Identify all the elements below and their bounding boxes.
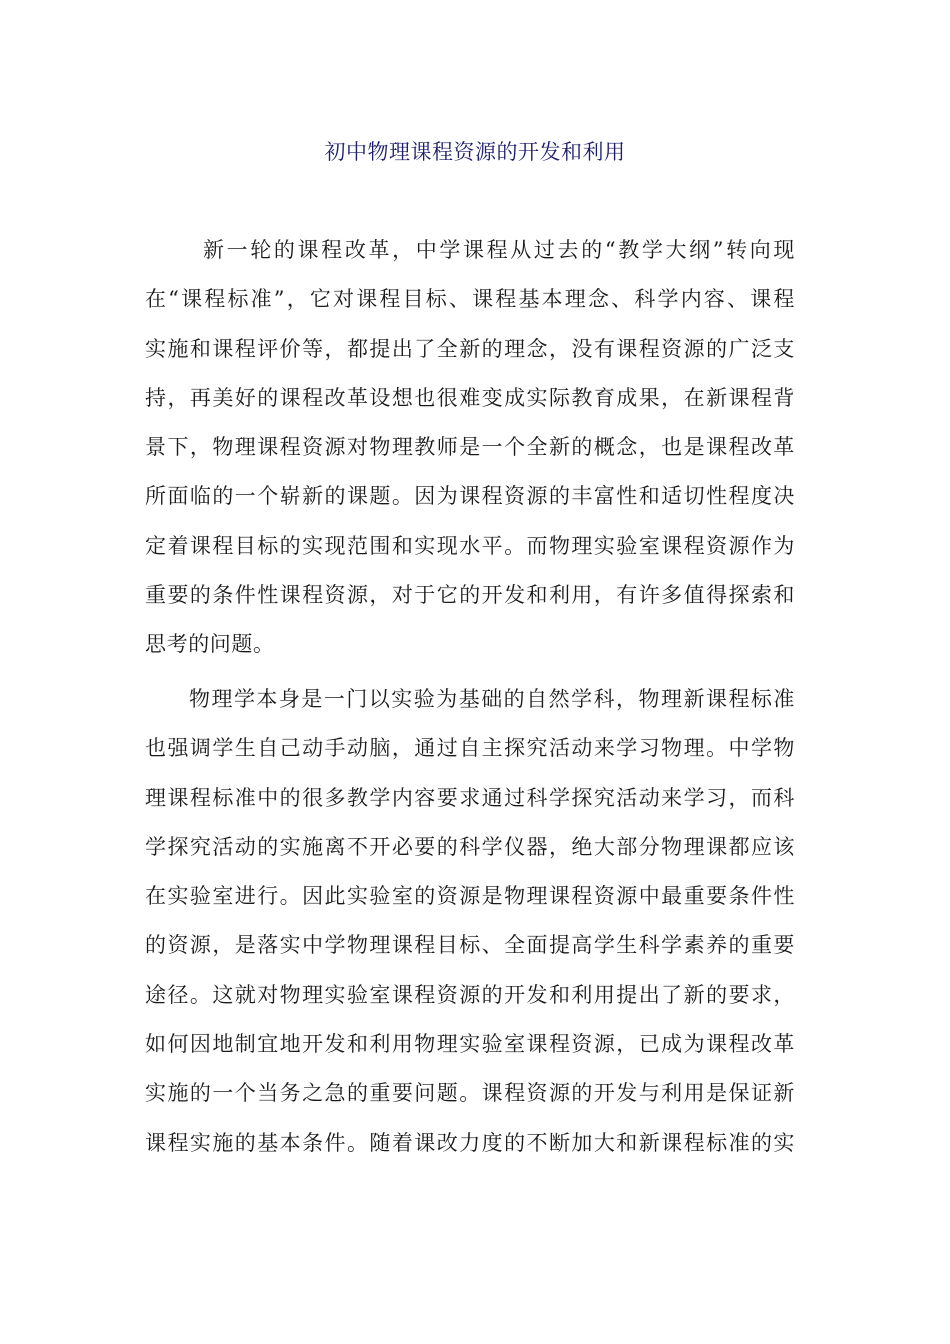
- paragraph-line: 景下，物理课程资源对物理教师是一个全新的概念，也是课程改革: [145, 435, 795, 460]
- paragraph-1: [145, 226, 795, 670]
- paragraph-line: 如何因地制宜地开发和利用物理实验室课程资源，已成为课程改革: [145, 1032, 795, 1057]
- paragraph-line: 在“课程标准”，它对课程目标、课程基本理念、科学内容、课程: [145, 287, 795, 312]
- paragraph-line: 重要的条件性课程资源，对于它的开发和利用，有许多值得探索和: [145, 583, 795, 608]
- paragraph-line: 也强调学生自己动手动脑，通过自主探究活动来学习物理。中学物: [145, 736, 795, 761]
- paragraph-line: 所面临的一个崭新的课题。因为课程资源的丰富性和适切性程度决: [145, 484, 795, 509]
- paragraph-line: 理课程标准中的很多教学内容要求通过科学探究活动来学习，而科: [145, 785, 795, 810]
- paragraph-line: 物理学本身是一门以实验为基础的自然学科，物理新课程标准: [189, 687, 795, 711]
- paragraph-line: 学探究活动的实施离不开必要的科学仪器，绝大部分物理课都应该: [145, 834, 795, 859]
- paragraph-line: 课程实施的基本条件。随着课改力度的不断加大和新课程标准的实: [145, 1130, 795, 1155]
- paragraph-line: 新一轮的课程改革，中学课程从过去的“教学大纲”转向现: [203, 238, 795, 262]
- paragraph-line: 途径。这就对物理实验室课程资源的开发和利用提出了新的要求，: [145, 982, 795, 1007]
- paragraph-line: 在实验室进行。因此实验室的资源是物理课程资源中最重要条件性: [145, 884, 795, 909]
- document-title: 初中物理课程资源的开发和利用: [324, 140, 626, 164]
- paragraph-line: 持，再美好的课程改革设想也很难变成实际教育成果，在新课程背: [145, 385, 795, 410]
- paragraph-line: 实施和课程评价等，都提出了全新的理念，没有课程资源的广泛支: [145, 336, 795, 361]
- paragraph-2: [145, 675, 795, 1168]
- paragraph-line: 思考的问题。: [145, 632, 275, 657]
- paragraph-line: 实施的一个当务之急的重要问题。课程资源的开发与利用是保证新: [145, 1081, 795, 1106]
- paragraph-line: 定着课程目标的实现范围和实现水平。而物理实验室课程资源作为: [145, 533, 795, 558]
- paragraph-line: 的资源，是落实中学物理课程目标、全面提高学生科学素养的重要: [145, 933, 795, 958]
